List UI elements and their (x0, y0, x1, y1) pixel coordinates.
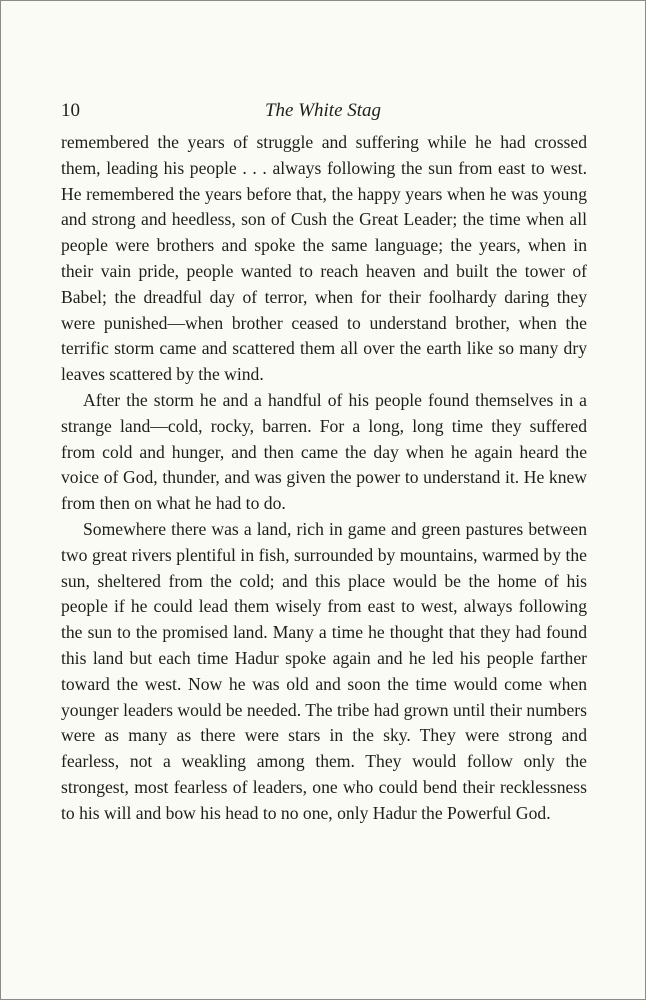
paragraph-2: After the storm he and a handful of his people found themselves in a strange land—cold, rocky, barren. For a long, long time they suffered from cold and hunger, and then came the day when he again heard the voice of God, thunder, and was given the power to understand it. He knew from then on what he had to do. (61, 389, 587, 514)
page-number: 10 (61, 100, 80, 121)
chapter-title: The White Stag (264, 100, 382, 121)
running-head (61, 100, 585, 126)
paragraph-1: remembered the years of struggle and suffering while he had crossed them, leading his people . . . always following the sun from east to west. He remembered the years before that, the happy years when he was young and strong and heedless, son of Cush the Great Leader; the time when all people were brothers and spoke the same language; the years, when in their vain pride, people wanted to reach heaven and built the tower of Babel; the dreadful day of terror, when for their foolhardy daring they were punished—when brother ceased to understand brother, when the terrific storm came and scattered them all over the earth like so many dry leaves scattered by the wind. (61, 132, 587, 385)
body-text (61, 130, 587, 827)
paragraph-3: Somewhere there was a land, rich in game and green pastures between two great rivers plentiful in fish, surrounded by mountains, warmed by the sun, sheltered from the cold; and this place would be the home of his people if he could lead them wisely from east to west, always following the sun to the promised land. Many a time he thought that they had found this land but each time Hadur spoke again and he led his people farther toward the west. Now he was old and soon the time would come when younger leaders would be needed. The tribe had grown until their numbers were as many as there were stars in the sky. They were strong and fearless, not a weakling among them. They would follow only the strongest, most fearless of leaders, one who could bend their recklessness to his will and bow his head to no one, only Hadur the Powerful God. (61, 518, 587, 823)
